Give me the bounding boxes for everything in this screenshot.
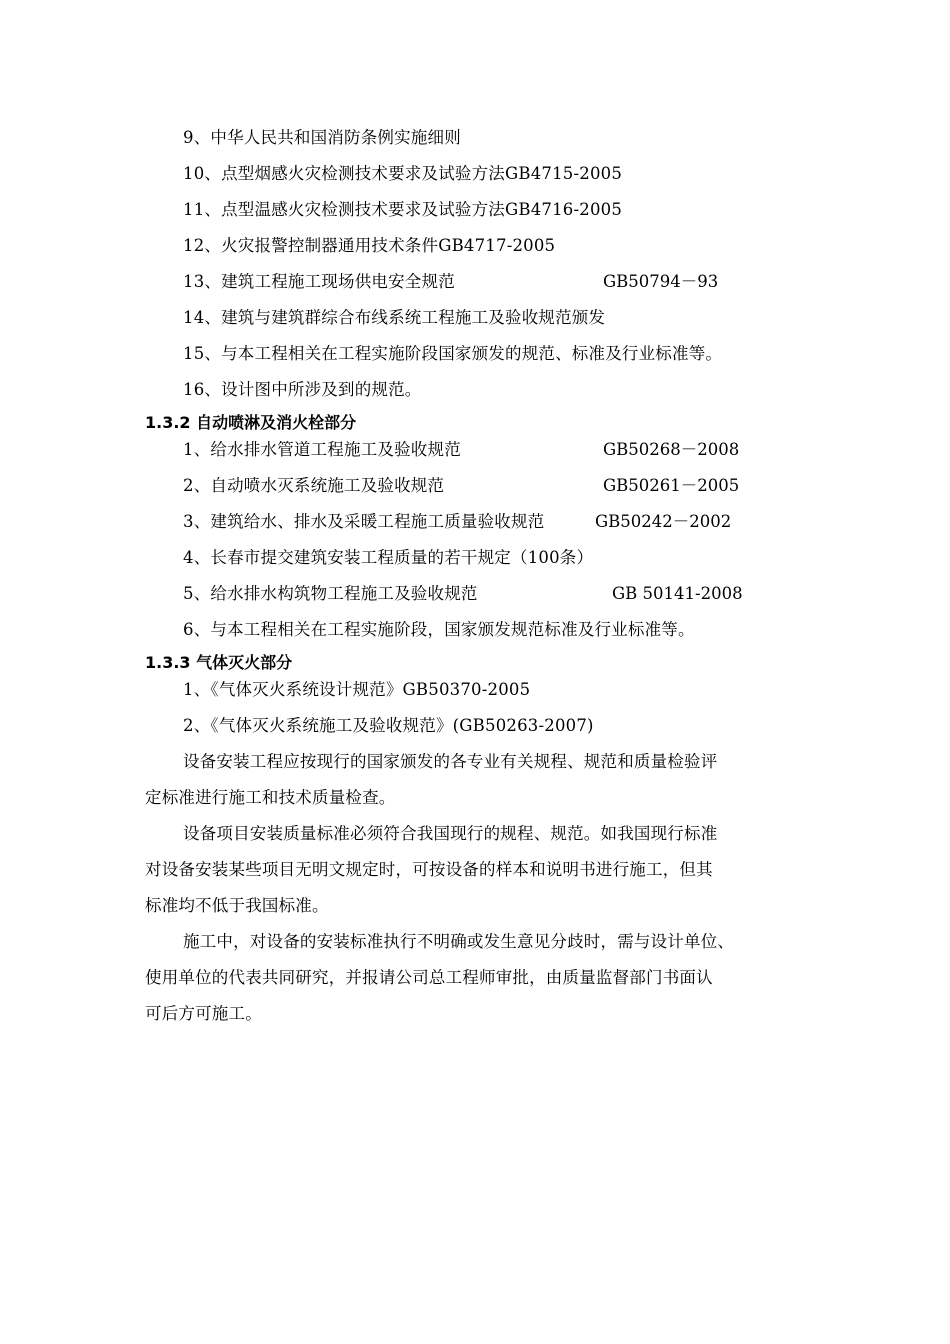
section-heading: 1.3.2 自动喷淋及消火栓部分 [145,413,357,432]
paragraph-line: 定标准进行施工和技术质量检查。 [145,788,396,807]
standard-code: GB50242－2002 [595,512,732,531]
list-item: 5、给水排水构筑物工程施工及验收规范 [183,584,478,603]
list-item: 13、建筑工程施工现场供电安全规范 [183,272,455,291]
list-item: 6、与本工程相关在工程实施阶段，国家颁发规范标准及行业标准等。 [183,620,695,639]
list-item: 9、中华人民共和国消防条例实施细则 [183,128,461,147]
paragraph-line: 可后方可施工。 [145,1004,262,1023]
list-item: 2、《气体灭火系统施工及验收规范》(GB50263-2007) [183,716,594,735]
list-item: 3、建筑给水、排水及采暖工程施工质量验收规范 [183,512,545,531]
list-item: 4、长春市提交建筑安装工程质量的若干规定（100条） [183,548,594,567]
list-item: 1、《气体灭火系统设计规范》GB50370-2005 [183,680,531,699]
list-item: 11、点型温感火灾检测技术要求及试验方法GB4716-2005 [183,200,623,219]
section-heading: 1.3.3 气体灭火部分 [145,653,293,672]
standard-code: GB50268－2008 [603,440,740,459]
paragraph-line: 施工中，对设备的安装标准执行不明确或发生意见分歧时，需与设计单位、 [183,932,735,951]
list-item: 2、自动喷水灭系统施工及验收规范 [183,476,445,495]
paragraph-line: 设备项目安装质量标准必须符合我国现行的规程、规范。如我国现行标准 [183,824,718,843]
list-item: 14、建筑与建筑群综合布线系统工程施工及验收规范颁发 [183,308,606,327]
list-item: 15、与本工程相关在工程实施阶段国家颁发的规范、标准及行业标准等。 [183,344,723,363]
standard-code: GB50794－93 [603,272,719,291]
list-item: 1、给水排水管道工程施工及验收规范 [183,440,461,459]
list-item: 16、设计图中所涉及到的规范。 [183,380,422,399]
paragraph-line: 设备安装工程应按现行的国家颁发的各专业有关规程、规范和质量检验评 [183,752,718,771]
paragraph-line: 标准均不低于我国标准。 [145,896,329,915]
paragraph-line: 对设备安装某些项目无明文规定时，可按设备的样本和说明书进行施工，但其 [145,860,713,879]
list-item: 10、点型烟感火灾检测技术要求及试验方法GB4715-2005 [183,164,623,183]
standard-code: GB 50141-2008 [612,584,743,603]
list-item: 12、火灾报警控制器通用技术条件GB4717-2005 [183,236,556,255]
standard-code: GB50261－2005 [603,476,740,495]
paragraph-line: 使用单位的代表共同研究，并报请公司总工程师审批，由质量监督部门书面认 [145,968,713,987]
